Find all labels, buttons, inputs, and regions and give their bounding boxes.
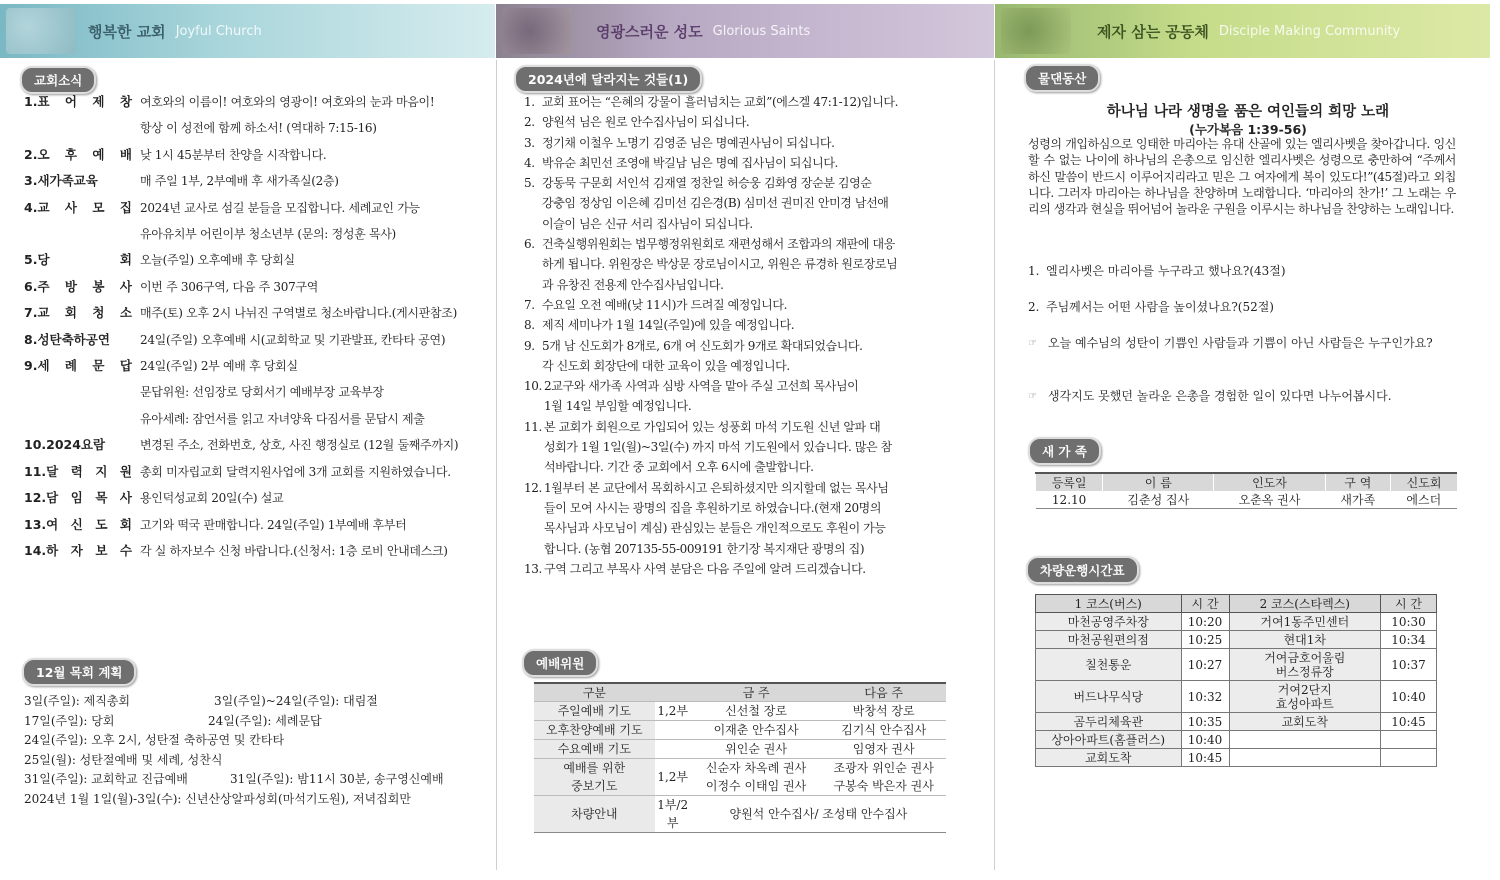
table-cell: 상아아파트(홈플러스) [1036,731,1182,749]
question-text: 오늘 예수님의 성탄이 기쁨인 사람들과 기쁨이 아닌 사람들은 누구인가요? [1048,336,1433,350]
news-text: 여호와의 이름이! 여호와의 영광이! 여호와의 눈과 마음이! [140,95,435,109]
table-cell [1381,731,1437,749]
question-text: 엘리사벳은 마리아를 누구라고 했나요?(43절) [1046,264,1286,278]
notice-number: 13. [524,561,542,576]
notice-line [524,193,948,213]
notice-number [524,254,542,274]
news-item [24,432,458,458]
notice-text: 이슬이 님은 신규 서리 집사님이 되십니다. [542,216,753,231]
section-pill-december-plan: 12월 목회 계획 [22,658,136,686]
table-cell: 조광자 위인순 권사 구봉숙 박은자 권사 [821,759,946,796]
table-header: 금 주 [691,683,822,702]
notice-text: 석바랍니다. 기간 중 교회에서 오후 6시에 출발합니다. [544,460,814,475]
header-glorious-saints [496,4,994,58]
header-joyful-church [0,4,495,58]
notice-number: 5. [524,176,535,191]
table-header: 이 름 [1103,473,1214,491]
plan-entry: 31일(주일): 밤11시 30분, 송구영신예배 [230,772,444,787]
table-cell: 오춘옥 권사 [1214,491,1325,509]
notice-text: 정기채 이철우 노명기 김영준 님은 명예권사님이 되십니다. [542,135,835,150]
news-text: 용인덕성교회 20일(수) 설교 [140,491,284,506]
table-header [655,683,691,702]
news-text: 고기와 떡국 판매합니다. 24일(주일) 1부예배 후부터 [140,517,407,532]
plan-entry: 3일(주일): 제직총회 [24,694,131,708]
table-cell [1229,749,1381,767]
news-text: 항상 이 성전에 함께 하소서! (역대하 7:15-16) [140,121,377,136]
news-item [24,115,458,141]
notice-line [524,437,948,457]
column-divider [994,60,995,870]
plan-entry: 3일(주일)~24일(주일): 대림절 [214,694,378,708]
header-title-ko: 행복한 교회 [88,22,166,41]
notice-text: 수요일 오전 예배(낮 11시)가 드려질 예정입니다. [542,297,787,312]
plan-item [24,692,444,712]
notice-line [524,214,948,234]
notice-line [524,478,948,498]
notice-line [524,518,948,538]
notice-text: 들이 모여 사시는 광명의 집을 후원하기로 하였습니다.(현재 20명의 [544,500,882,515]
discussion-question [1028,300,1458,315]
news-item [24,485,458,511]
bus-schedule-table [1035,594,1437,767]
table-header: 1 코스(버스) [1036,595,1182,613]
notice-text: 강충임 정상임 이은혜 김미선 김은경(B) 심미선 권미진 안미경 남선애 [542,196,889,211]
section-pill-church-news: 교회소식 [20,66,96,94]
table-cell: 신순자 차옥례 권사 이정수 이태임 권사 [691,759,822,796]
news-label: 1.표 어 제 창 [24,94,132,109]
news-label: 7.교 회 청 소 [24,305,132,321]
table-cell [655,721,691,740]
plan-item [24,790,444,810]
table-cell: 차량안내 [534,796,655,833]
news-label: 8.성탄축하공연 [24,331,110,347]
table-cell: 버드나무식당 [1036,681,1182,713]
table-cell: 수요예배 기도 [534,740,655,759]
question-number: 2. [1028,300,1040,314]
table-cell: 김춘성 집사 [1103,491,1214,509]
table-row [1036,713,1437,731]
notice-text: 각 신도회 회장단에 대한 교육이 있을 예정입니다. [542,358,790,373]
table-cell: 주일예배 기도 [534,702,655,721]
discussion-question [1028,336,1458,351]
notice-text: 본 교회가 회원으로 가입되어 있는 성풍회 마석 기도원 신년 알파 대 [544,419,881,434]
table-row [1036,491,1458,509]
notice-text: 성회가 1월 1일(월)~3일(수) 까지 마석 기도원에서 있습니다. 많은 참 [544,440,892,455]
news-label: 2.오 후 예 배 [24,146,132,162]
notice-line [524,559,948,579]
table-cell: 곰두리체육관 [1036,713,1182,731]
notice-number: 12. [524,480,542,495]
news-item [24,459,458,485]
table-cell: 교회도착 [1229,713,1381,731]
news-label: 6.주 방 봉 사 [24,278,132,294]
pointer-icon: ☞ [1028,338,1037,349]
column-divider [496,60,497,870]
news-item [24,353,458,379]
sermon-summary: 성령의 개입하심으로 잉태한 마리아는 유대 산골에 있는 엘리사벳을 찾아갑니다. 잉신 할 수 없는 나이에 하나님의 은총으로 임신한 엘리사벳은 성령으로 충만하여 “주께서 하신 말씀이 반드시 이루어지리라고 믿은 그 여자에게 복이 있도다!”(45절)라고 외칩니다. 그러자 마리아는 하나님을 찬양하며 노래합니다. ‘마리아의 찬가!’ 그 노래는 우리의 생각과 현실을 뛰어넘어 놀라운 구원을 이루시는 하나님을 찬양하는 노래입니다. [1028,137,1456,217]
header-title-en: Joyful Church [175,23,262,39]
table-cell: 새가족 [1325,491,1391,509]
sermon-scripture: (누가복음 1:39-56) [1189,122,1307,137]
new-family-table [1035,472,1457,509]
table-header: 다음 주 [821,683,946,702]
table-cell: 현대1차 [1229,631,1381,649]
news-item [24,247,458,273]
news-label [24,406,132,432]
notice-line [524,275,948,295]
notice-number [524,437,544,457]
news-text: 24일(주일) 2부 예배 후 당회실 [140,359,298,374]
notice-number [524,396,544,416]
notice-line [524,153,948,173]
table-cell: 10:20 [1181,613,1229,631]
december-plan-list [24,692,444,810]
table-cell: 10:40 [1181,731,1229,749]
table-row [534,721,946,740]
table-cell: 김기식 안수집사 [821,721,946,740]
table-cell: 1,2부 [655,759,691,796]
notice-line [524,295,948,315]
news-item [24,538,458,564]
table-cell: 10:40 [1381,681,1437,713]
notice-text: 1월부터 본 교단에서 목회하시고 은퇴하셨지만 의지할데 없는 목사님 [544,480,889,495]
news-item [24,195,458,221]
pointer-icon: ☞ [1028,391,1037,402]
table-row [1036,749,1437,767]
table-header: 구 역 [1325,473,1391,491]
news-item [24,406,458,432]
notice-text: 양원석 님은 원로 안수집사님이 되십니다. [542,115,750,130]
news-label: 9.세 례 문 답 [24,358,132,374]
notice-line [524,173,948,193]
notice-number [524,518,544,538]
news-text: 변경된 주소, 전화번호, 상호, 사진 행정실로 (12월 둘째주까지) [140,438,459,453]
header-title-en: Glorious Saints [712,23,811,39]
question-text: 생각지도 못했던 놀라운 은총을 경험한 일이 있다면 나누어봅시다. [1048,389,1392,403]
table-cell: 에스더 [1391,491,1457,509]
table-cell: 10:45 [1181,749,1229,767]
news-item [24,512,458,538]
plan-entry: 2024년 1월 1일(월)-3일(수): 신년산상알파성회(마석기도원), 저녁집회만 [24,791,411,806]
table-row [1036,731,1437,749]
notice-text: 건축실행위원회는 법무행정위원회로 재편성해서 조합과의 재판에 대응 [542,237,895,252]
news-text: 매주(토) 오후 2시 나뉘진 구역별로 청소바랍니다.(게시판참조) [140,306,457,321]
notice-text: 1월 14일 부임할 예정입니다. [544,399,692,414]
table-row [1036,649,1437,681]
notice-number [524,275,542,295]
table-cell: 1부/2부 [655,796,691,833]
notice-line [524,376,948,396]
news-text: 오늘(주일) 오후예배 후 당회실 [140,253,295,268]
news-label: 4.교 사 모 집 [24,199,132,215]
notice-line [524,336,948,356]
table-row [1036,681,1437,713]
notice-line [524,112,948,132]
sermon-title: 하나님 나라 생명을 품은 여인들의 희망 노래 [1106,104,1390,120]
notice-number [524,356,542,376]
notice-number: 11. [524,419,542,434]
notice-line [524,92,948,112]
table-header: 시 간 [1181,595,1229,613]
table-header: 신도회 [1391,473,1457,491]
news-item [24,327,458,353]
news-item [24,142,458,168]
church-news-list [24,89,458,564]
news-text: 낮 1시 45분부터 찬양을 시작합니다. [140,147,327,162]
plan-item [24,751,444,771]
table-cell: 10:37 [1381,649,1437,681]
table-cell: 양원석 안수집사/ 조성태 안수집사 [691,796,946,833]
notice-text: 5개 남 신도회가 8개로, 6개 여 신도회가 9개로 확대되었습니다. [542,338,863,353]
table-row [534,759,946,796]
question-number: 1. [1028,264,1040,278]
news-label: 13.여 신 도 회 [24,516,132,532]
news-label [24,115,132,141]
header-title-ko: 영광스러운 성도 [596,22,703,41]
table-cell: 위인순 권사 [691,740,822,759]
news-label [24,221,132,247]
notice-text: 합니다. (농협 207135-55-009191 한기장 복지재단 광명의 집) [544,541,865,556]
notice-number: 1. [524,95,535,109]
notice-line [524,234,948,254]
news-text: 매 주일 1부, 2부예배 후 새가족실(2층) [140,174,339,189]
plan-entry: 17일(주일): 당회 [24,713,115,728]
plan-entry: 24일(주일): 세례문답 [208,713,322,728]
table-header: 2 코스(스타렉스) [1229,595,1381,613]
table-cell [1229,731,1381,749]
table-header: 인도자 [1214,473,1325,491]
news-item [24,300,458,326]
table-cell: 거여금호어울림 버스정류장 [1229,649,1381,681]
table-cell: 10:32 [1181,681,1229,713]
table-row [534,740,946,759]
notice-number: 4. [524,155,535,170]
news-text: 각 실 하자보수 신청 바랍니다.(신청서: 1층 로비 안내데스크) [140,543,448,558]
table-cell: 마천공원편의점 [1036,631,1182,649]
news-label: 3.새가족교육 [24,173,98,189]
table-row [534,796,946,833]
notice-number: 10. [524,379,542,394]
notice-text: 하게 됩니다. 위원장은 박상문 장로님이시고, 위원은 류경하 원로장로님 [542,257,898,272]
news-text: 유아세례: 잠언서를 읽고 자녀양육 다짐서를 문답시 제출 [140,411,425,426]
table-row [534,702,946,721]
notice-number: 9. [524,338,535,353]
table-cell: 거여2단지 효성아파트 [1229,681,1381,713]
notice-line [524,356,948,376]
notice-line [524,457,948,477]
table-cell: 12.10 [1036,491,1103,509]
news-item [24,274,458,300]
table-cell: 오후찬양예배 기도 [534,721,655,740]
notice-number: 7. [524,297,535,312]
notice-text: 제직 세미나가 1월 14일(주일)에 있을 예정입니다. [542,318,795,333]
section-pill-bus-schedule: 차량운행시간표 [1026,556,1139,584]
notice-number: 3. [524,135,535,150]
notice-line [524,417,948,437]
notice-number [524,498,544,518]
table-row [1036,613,1437,631]
notice-number [524,193,542,213]
plan-item [24,770,444,790]
news-label: 14.하 자 보 수 [24,542,132,558]
changes-list [524,92,948,579]
table-cell: 1,2부 [655,702,691,721]
question-text: 주님께서는 어떤 사람을 높이셨나요?(52절) [1046,300,1274,314]
section-pill-2024-changes: 2024년에 달라지는 것들(1) [514,65,702,93]
table-cell [655,740,691,759]
news-text: 총회 미자립교회 달력지원사업에 3개 교회를 지원하였습니다. [140,464,451,479]
news-label: 10.2024요람 [24,437,106,453]
notice-number: 6. [524,237,535,252]
table-cell: 임영자 권사 [821,740,946,759]
plan-entry: 31일(주일): 교회학교 진급예배 [24,772,188,787]
header-photo [502,8,572,54]
table-cell: 거여1동주민센터 [1229,613,1381,631]
discussion-question [1028,389,1458,404]
header-photo [6,8,76,54]
table-header: 등록일 [1036,473,1103,491]
notice-line [524,498,948,518]
section-pill-worship-committee: 예배위원 [522,649,598,677]
table-cell: 10:35 [1181,713,1229,731]
news-text: 2024년 교사로 섬길 분들을 모집합니다. 세례교인 가능 [140,200,420,215]
notice-text: 교회 표어는 “은혜의 강물이 흘러넘치는 교회”(에스겔 47:1-12)입니다. [542,95,899,109]
news-text: 유아유치부 어린이부 청소년부 (문의: 정성훈 목사) [140,227,396,242]
table-cell: 10:34 [1381,631,1437,649]
table-cell: 10:27 [1181,649,1229,681]
notice-number [524,457,544,477]
news-label: 12.담 임 목 사 [24,490,132,506]
table-cell: 10:30 [1381,613,1437,631]
notice-line [524,133,948,153]
table-cell: 칠천통운 [1036,649,1182,681]
news-text: 24일(주일) 오후예배 시(교회학교 및 기관발표, 칸타타 공연) [140,332,446,347]
notice-line [524,539,948,559]
news-item [24,89,458,115]
notice-number: 8. [524,318,535,333]
header-disciple-making [995,4,1490,58]
news-label [24,379,132,405]
notice-text: 박유순 최민선 조영애 박길남 님은 명예 집사님이 되십니다. [542,155,838,170]
section-pill-new-family: 새 가 족 [1028,437,1101,465]
table-cell: 이재춘 안수집사 [691,721,822,740]
header-photo [1001,8,1071,54]
table-cell: 10:25 [1181,631,1229,649]
notice-line [524,396,948,416]
notice-text: 과 유창진 전용제 안수집사님입니다. [542,277,724,292]
table-cell: 신선철 장로 [691,702,822,721]
table-cell: 마천공영주차장 [1036,613,1182,631]
table-cell: 10:45 [1381,713,1437,731]
worship-committee-table [534,682,946,833]
plan-entry: 24일(주일): 오후 2시, 성탄절 축하공연 및 칸타타 [24,733,285,748]
notice-text: 2교구와 새가족 사역과 심방 사역을 맡아 주실 고선희 목사님이 [544,379,859,394]
table-header: 시 간 [1381,595,1437,613]
notice-line [524,315,948,335]
notice-text: 목사님과 사모님이 계심) 관심있는 분들은 개인적으로도 후원이 가능 [544,521,886,536]
header-title-ko: 제자 삼는 공동체 [1097,22,1209,41]
notice-text: 구역 그리고 부목사 사역 분담은 다음 주일에 알려 드리겠습니다. [544,561,866,576]
plan-item [24,731,444,751]
notice-text: 강동묵 구문회 서인석 김재열 정찬일 허승웅 김화영 장순분 김영순 [542,176,872,191]
header-title-en: Disciple Making Community [1218,23,1401,39]
table-row [1036,631,1437,649]
section-pill-watered-garden: 물댄동산 [1024,64,1100,92]
table-cell: 예배를 위한 중보기도 [534,759,655,796]
notice-line [524,254,948,274]
table-cell: 교회도착 [1036,749,1182,767]
plan-entry: 25일(월): 성탄절예배 및 세례, 성찬식 [24,752,223,767]
news-label: 5.당 회 [24,252,132,268]
news-item [24,168,458,194]
plan-item [24,712,444,732]
news-text: 이번 주 306구역, 다음 주 307구역 [140,279,319,294]
table-header: 구분 [534,683,655,702]
news-item [24,379,458,405]
notice-number [524,214,542,234]
discussion-question [1028,264,1458,279]
notice-number [524,539,544,559]
news-item [24,221,458,247]
table-cell [1381,749,1437,767]
news-text: 문답위원: 선임장로 당회서기 예배부장 교육부장 [140,385,384,400]
notice-number: 2. [524,115,535,130]
table-cell: 박창석 장로 [821,702,946,721]
news-label: 11.달 력 지 원 [24,463,132,479]
